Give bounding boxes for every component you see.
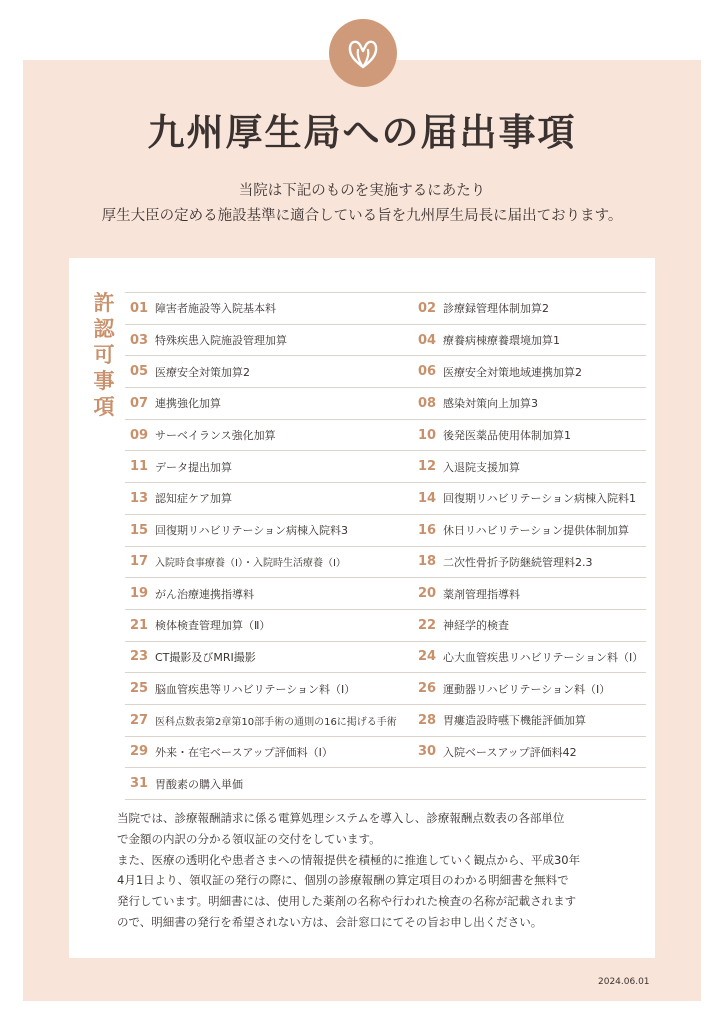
list-row bbox=[125, 387, 646, 419]
item-number: 01 bbox=[130, 300, 149, 316]
list-row bbox=[125, 704, 646, 736]
item-text: 心大血管疾患リハビリテーション料（Ⅰ） bbox=[443, 650, 644, 664]
list-item bbox=[130, 547, 412, 578]
list-row bbox=[125, 609, 646, 641]
item-number: 10 bbox=[418, 427, 437, 443]
list-item bbox=[418, 547, 646, 578]
item-number: 18 bbox=[418, 554, 437, 570]
list-row bbox=[125, 577, 646, 609]
intro-line: 厚生大臣の定める施設基準に適合している旨を九州厚生局長に届出ております。 bbox=[101, 208, 623, 224]
item-number: 26 bbox=[418, 681, 437, 697]
item-number: 08 bbox=[418, 395, 437, 411]
item-number: 25 bbox=[130, 681, 149, 697]
item-number: 19 bbox=[130, 586, 149, 602]
list-item bbox=[418, 420, 646, 451]
item-text: サーベイランス強化加算 bbox=[155, 429, 276, 443]
item-number: 17 bbox=[130, 554, 149, 570]
item-text: 療養病棟療養環境加算1 bbox=[443, 334, 560, 348]
item-text: 医療安全対策加算2 bbox=[155, 365, 250, 379]
list-item bbox=[130, 578, 412, 609]
item-number: 06 bbox=[418, 364, 437, 380]
item-text: 神経学的検査 bbox=[443, 619, 509, 633]
list-row bbox=[125, 419, 646, 451]
item-text: 医療安全対策地域連携加算2 bbox=[443, 365, 582, 379]
list-row bbox=[125, 514, 646, 546]
footer-line: 当院では、診療報酬請求に係る電算処理システムを導入し、診療報酬点数表の各部単位 bbox=[117, 811, 565, 825]
item-number: 23 bbox=[130, 649, 149, 665]
list-item bbox=[130, 610, 412, 641]
item-text: 薬剤管理指導料 bbox=[443, 587, 520, 601]
list-item bbox=[130, 483, 412, 514]
item-text: CT撮影及びMRI撮影 bbox=[155, 650, 256, 664]
item-text: 二次性骨折予防継続管理料2.3 bbox=[443, 555, 593, 569]
item-text: 後発医薬品使用体制加算1 bbox=[443, 429, 571, 443]
list-item bbox=[418, 642, 646, 673]
item-text: 特殊疾患入院施設管理加算 bbox=[155, 334, 287, 348]
item-number: 03 bbox=[130, 332, 149, 348]
list-row bbox=[125, 641, 646, 673]
list-item bbox=[130, 420, 412, 451]
item-text: 外来・在宅ベースアップ評価料（Ⅰ） bbox=[155, 745, 333, 759]
footer-line: ので、明細書の発行を希望されない方は、会計窓口にてその旨お申し出ください。 bbox=[117, 914, 543, 929]
facility-standards-list bbox=[125, 292, 646, 800]
item-number: 22 bbox=[418, 617, 437, 633]
item-text: 入院時食事療養（Ⅰ）・入院時生活療養（Ⅰ） bbox=[155, 558, 346, 570]
item-text: 回復期リハビリテーション病棟入院料3 bbox=[155, 524, 349, 538]
list-item bbox=[418, 325, 646, 356]
list-row bbox=[125, 450, 646, 482]
list-item bbox=[130, 737, 412, 768]
item-text: 入院ベースアップ評価料42 bbox=[443, 745, 577, 759]
item-number: 14 bbox=[418, 490, 437, 506]
footer-notice bbox=[117, 808, 617, 933]
item-text: 脳血管疾患等リハビリテーション料（Ⅰ） bbox=[155, 682, 356, 696]
list-row bbox=[125, 767, 646, 800]
list-item bbox=[130, 293, 412, 324]
item-number: 27 bbox=[130, 712, 149, 728]
item-text: 連携強化加算 bbox=[155, 397, 221, 411]
item-number: 16 bbox=[418, 522, 437, 538]
item-number: 09 bbox=[130, 427, 149, 443]
item-text: 医科点数表第2章第10部手術の通則の16に掲げる手術 bbox=[155, 716, 397, 728]
list-item bbox=[418, 483, 646, 514]
item-text: 認知症ケア加算 bbox=[155, 492, 232, 506]
item-text: 胃酸素の購入単価 bbox=[155, 777, 243, 791]
item-text: 診療録管理体制加算2 bbox=[443, 302, 549, 316]
item-number: 12 bbox=[418, 459, 437, 475]
list-item bbox=[130, 705, 412, 736]
footer-line: 4月1日より、領収証の発行の際に、個別の診療報酬の算定項目のわかる明細書を無料で bbox=[117, 873, 569, 888]
list-item bbox=[130, 673, 412, 704]
item-number: 31 bbox=[130, 776, 149, 792]
intro-text bbox=[0, 179, 724, 229]
item-text: 障害者施設等入院基本料 bbox=[155, 302, 276, 316]
list-item bbox=[130, 642, 412, 673]
list-row bbox=[125, 355, 646, 387]
item-text: 休日リハビリテーション提供体制加算 bbox=[443, 524, 630, 538]
footer-line: また、医療の透明化や患者さまへの情報提供を積極的に推進していく観点から、平成30年 bbox=[117, 852, 581, 867]
item-number: 05 bbox=[130, 364, 149, 380]
list-item bbox=[418, 356, 646, 387]
issue-date: 2024.06.01 bbox=[598, 977, 650, 987]
item-number: 30 bbox=[418, 744, 437, 760]
footer-line: 発行しています。明細書には、使用した薬剤の名称や行われた検査の名称が記載されます bbox=[117, 894, 577, 909]
item-number: 07 bbox=[130, 395, 149, 411]
item-text: 回復期リハビリテーション病棟入院料1 bbox=[443, 492, 637, 506]
item-number: 20 bbox=[418, 586, 437, 602]
item-number: 28 bbox=[418, 712, 437, 728]
item-number: 21 bbox=[130, 617, 149, 633]
section-label: 許認可事項 bbox=[93, 291, 115, 419]
list-item bbox=[418, 293, 646, 324]
item-number: 04 bbox=[418, 332, 437, 348]
intro-line: 当院は下記のものを実施するにあたり bbox=[238, 183, 486, 199]
page-title: 九州厚生局への届出事項 bbox=[147, 111, 577, 154]
list-item bbox=[418, 388, 646, 419]
list-item bbox=[418, 705, 646, 736]
item-text: がん治療連携指導料 bbox=[155, 587, 254, 601]
item-number: 29 bbox=[130, 744, 149, 760]
footer-line: で金額の内訳の分かる領収証の交付をしています。 bbox=[117, 831, 381, 846]
list-item bbox=[418, 451, 646, 482]
list-item bbox=[418, 673, 646, 704]
list-item bbox=[418, 610, 646, 641]
item-number: 24 bbox=[418, 649, 437, 665]
list-row bbox=[125, 672, 646, 704]
list-item bbox=[418, 737, 646, 768]
item-text: 運動器リハビリテーション料（Ⅰ） bbox=[443, 682, 611, 696]
list-item bbox=[130, 451, 412, 482]
list-row bbox=[125, 324, 646, 356]
item-text: 検体検査管理加算（Ⅱ） bbox=[155, 619, 271, 633]
item-number: 13 bbox=[130, 490, 149, 506]
list-item bbox=[130, 388, 412, 419]
list-row bbox=[125, 482, 646, 514]
list-item bbox=[130, 325, 412, 356]
item-number: 15 bbox=[130, 522, 149, 538]
list-item bbox=[418, 515, 646, 546]
item-text: 感染対策向上加算3 bbox=[443, 397, 538, 411]
hands-heart-icon bbox=[343, 35, 383, 71]
item-number: 11 bbox=[130, 459, 149, 475]
item-text: 胃瘻造設時嚥下機能評価加算 bbox=[443, 714, 586, 728]
list-item bbox=[418, 578, 646, 609]
logo bbox=[329, 19, 397, 87]
list-item bbox=[130, 768, 412, 799]
list-row bbox=[125, 736, 646, 768]
list-row bbox=[125, 546, 646, 578]
list-item bbox=[130, 356, 412, 387]
item-text: 入退院支援加算 bbox=[443, 460, 520, 474]
item-number: 02 bbox=[418, 300, 437, 316]
list-row bbox=[125, 292, 646, 324]
list-item bbox=[130, 515, 412, 546]
item-text: データ提出加算 bbox=[155, 460, 232, 474]
